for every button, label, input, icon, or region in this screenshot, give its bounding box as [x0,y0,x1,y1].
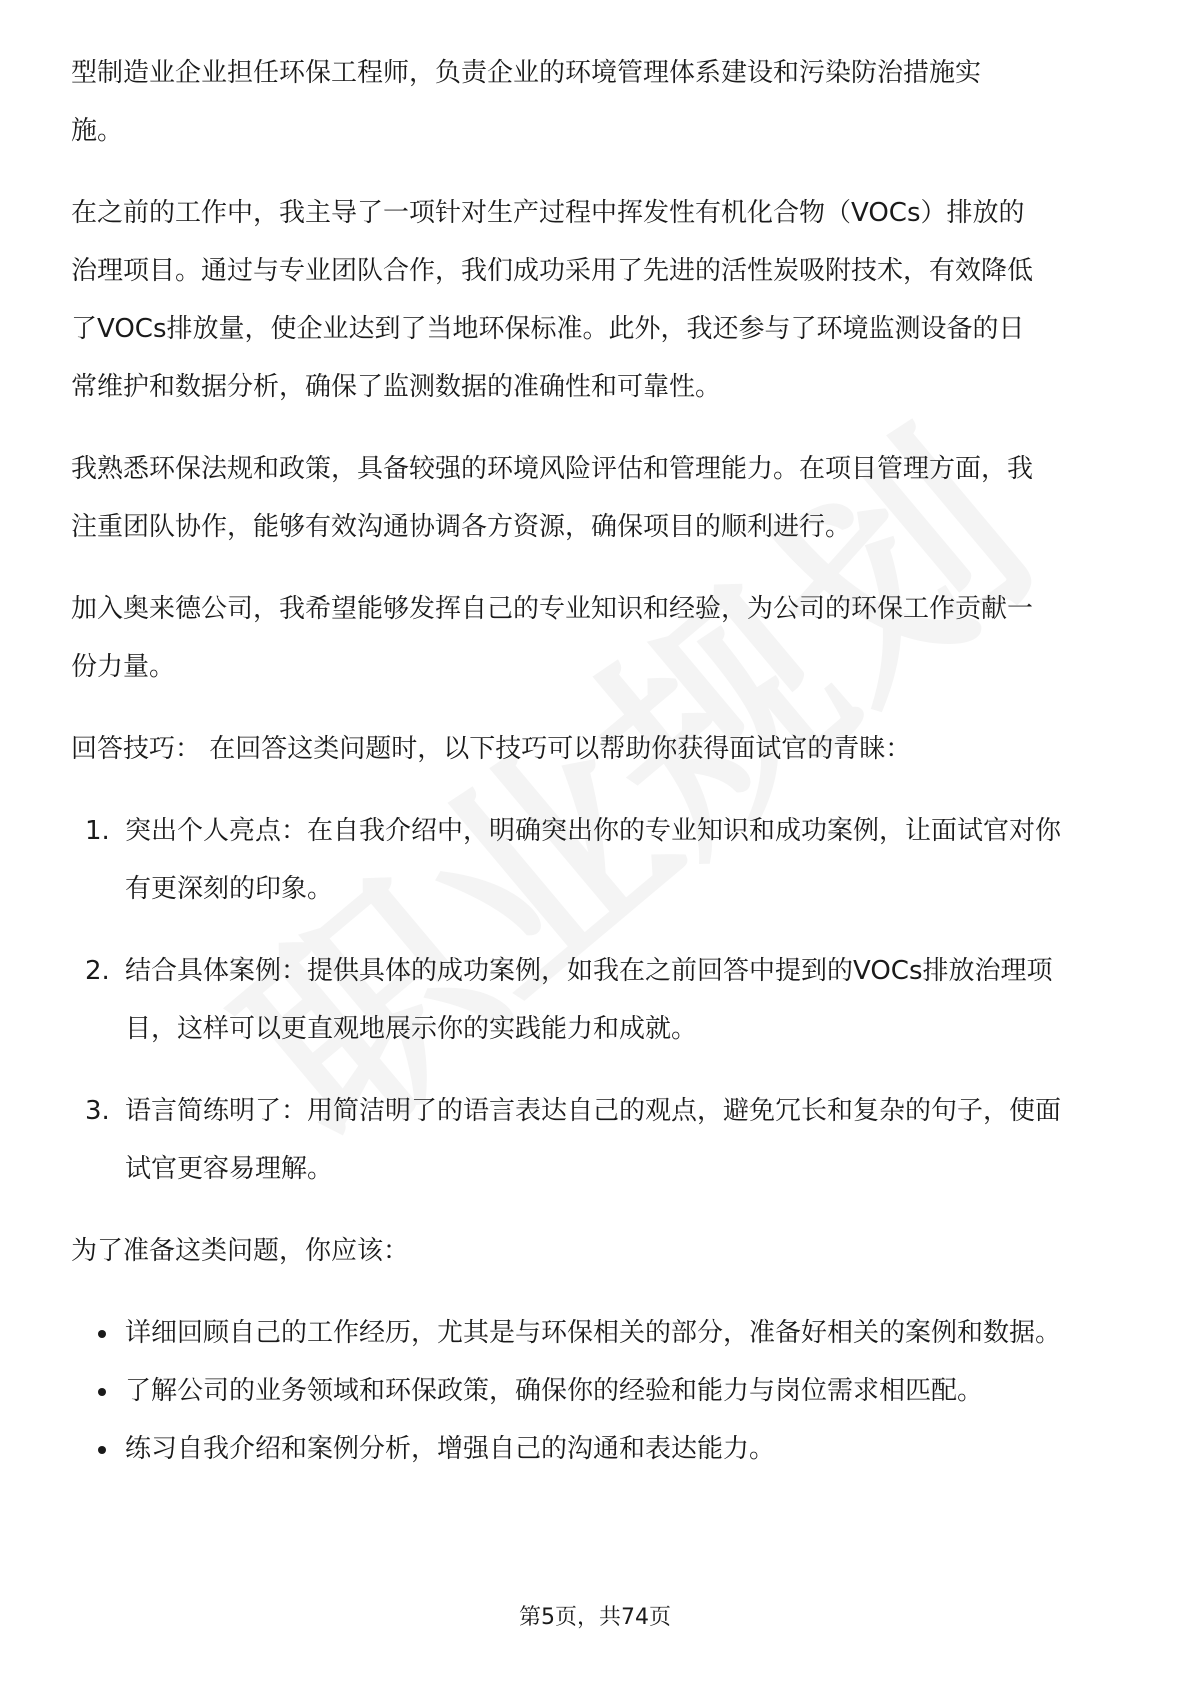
paragraph-intro-continuation: 型制造业企业担任环保工程师，负责企业的环境管理体系建设和污染防治措施实施。 [71,58,982,146]
list-item-text: 语言简练明了：用简洁明了的语言表达自己的观点，避免冗长和复杂的句子，使面试官更容易理解。 [125,1096,1062,1184]
list-item [71,1362,1081,1420]
list-item-text: 练习自我介绍和案例分析，增强自己的沟通和表达能力。 [125,1434,776,1464]
paragraph-vocs-project: 在之前的工作中，我主导了一项针对生产过程中挥发性有机化合物（VOCs）排放的治理项目。通过与专业团队合作，我们成功采用了先进的活性炭吸附技术，有效降低了VOCs排放量，使企业达到了当地环保标准。此外，我还参与了环境监测设备的日常维护和数据分析，确保了监测数据的准确性和可靠性。 [71,198,1034,402]
list-marker: 3. [85,1096,110,1126]
list-marker: 2. [85,956,110,986]
paragraph-prep-intro: 为了准备这类问题，你应该： [71,1236,410,1266]
list-item [71,1420,1081,1478]
document-body [71,44,1131,1478]
bullet-icon [98,1388,106,1396]
paragraph-motivation: 加入奥来德公司，我希望能够发挥自己的专业知识和经验，为公司的环保工作贡献一份力量。 [71,594,1034,682]
list-item [71,1304,1081,1362]
bullet-icon [98,1446,106,1454]
tips-list [71,802,1081,1198]
list-item-text: 详细回顾自己的工作经历，尤其是与环保相关的部分，准备好相关的案例和数据。 [125,1318,1062,1348]
list-item [71,802,1081,918]
list-item [71,1082,1081,1198]
paragraph-tips-intro: 回答技巧： 在回答这类问题时，以下技巧可以帮助你获得面试官的青睐： [71,734,912,764]
bullet-icon [98,1330,106,1338]
list-marker: 1. [85,816,110,846]
paragraph-skills: 我熟悉环保法规和政策，具备较强的环境风险评估和管理能力。在项目管理方面，我注重团队协作，能够有效沟通协调各方资源，确保项目的顺利进行。 [71,454,1034,542]
list-item-text: 结合具体案例：提供具体的成功案例，如我在之前回答中提到的VOCs排放治理项目，这样可以更直观地展示你的实践能力和成就。 [125,956,1053,1044]
page-number: 第5页，共74页 [519,1605,671,1630]
list-item [71,942,1081,1058]
list-item-text: 了解公司的业务领域和环保政策，确保你的经验和能力与岗位需求相匹配。 [125,1376,984,1406]
list-item-text: 突出个人亮点：在自我介绍中，明确突出你的专业知识和成功案例，让面试官对你有更深刻的印象。 [125,816,1062,904]
prep-list [71,1304,1081,1478]
